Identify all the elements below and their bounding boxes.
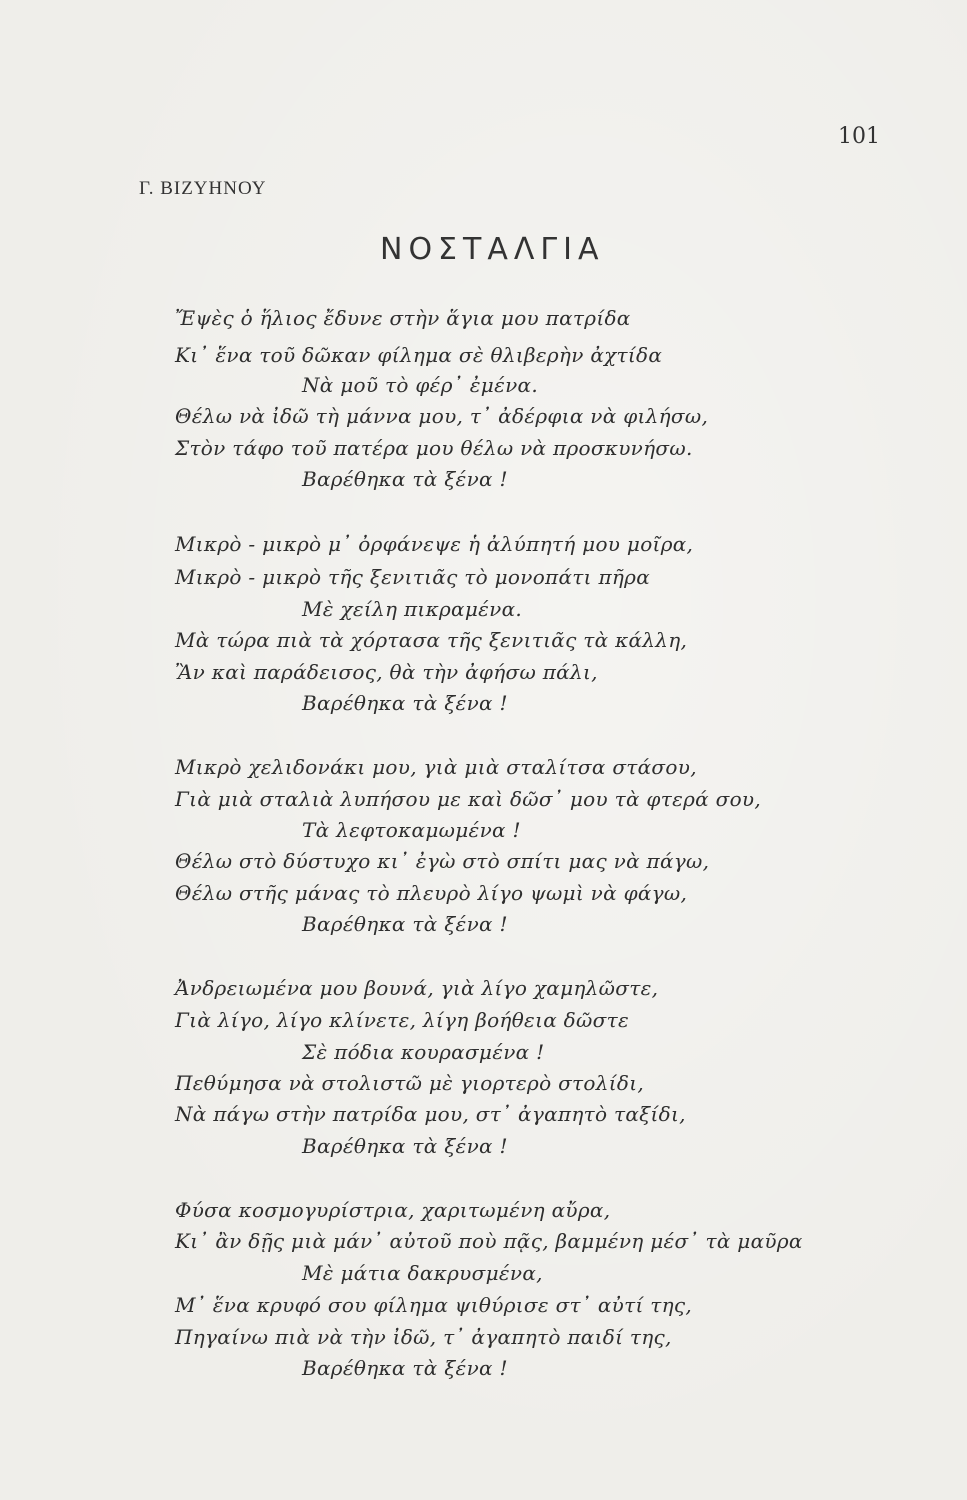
poem-line: Ἂν καὶ παράδεισος, θὰ τὴν ἀφήσω πάλι, — [175, 660, 598, 684]
poem-refrain-line: Βαρέθηκα τὰ ξένα ! — [302, 1356, 508, 1380]
poem-line: Κι᾿ ἂν δῇς μιὰ μάν᾿ αὐτοῦ ποὺ πᾷς, βαμμένη μέσ᾿ τὰ μαῦρα — [175, 1229, 803, 1253]
poem-line: Πηγαίνω πιὰ νὰ τὴν ἰδῶ, τ᾿ ἀγαπητὸ παιδί της, — [175, 1325, 672, 1349]
poem-title: ΝΟΣΤΑΛΓΙΑ — [380, 232, 605, 267]
poem-refrain-line: Νὰ μοῦ τὸ φέρ᾿ ἐμένα. — [302, 373, 539, 397]
poem-line: Μικρὸ - μικρὸ μ᾿ ὀρφάνεψε ἡ ἀλύπητή μου μοῖρα, — [175, 532, 694, 556]
poem-line: Θέλω νὰ ἰδῶ τὴ μάννα μου, τ᾿ ἀδέρφια νὰ φιλήσω, — [175, 404, 709, 428]
poem-line: Κι᾿ ἕνα τοῦ δῶκαν φίλημα σὲ θλιβερὴν ἀχτίδα — [175, 343, 663, 367]
poem-line: Μικρὸ - μικρὸ τῆς ξενιτιᾶς τὸ μονοπάτι πῆρα — [175, 565, 651, 589]
poem-line: Νὰ πάγω στὴν πατρίδα μου, στ᾿ ἀγαπητὸ ταξίδι, — [175, 1102, 686, 1126]
poem-refrain-line: Βαρέθηκα τὰ ξένα ! — [302, 1134, 508, 1158]
poem-line: Ἀνδρειωμένα μου βουνά, γιὰ λίγο χαμηλῶστε, — [175, 976, 659, 1000]
poem-refrain-line: Βαρέθηκα τὰ ξένα ! — [302, 467, 508, 491]
author-name: Γ. ΒΙΖΥΗΝΟΥ — [139, 178, 267, 199]
poem-line: Στὸν τάφο τοῦ πατέρα μου θέλω νὰ προσκυνήσω. — [175, 436, 693, 460]
poem-refrain-line: Μὲ χείλη πικραμένα. — [302, 597, 523, 621]
page-number: 101 — [838, 124, 880, 149]
poem-line: Θέλω στῆς μάνας τὸ πλευρὸ λίγο ψωμὶ νὰ φάγω, — [175, 881, 688, 905]
poem-line: Μικρὸ χελιδονάκι μου, γιὰ μιὰ σταλίτσα στάσου, — [175, 755, 697, 779]
poem-refrain-line: Βαρέθηκα τὰ ξένα ! — [302, 691, 508, 715]
poem-line: Θέλω στὸ δύστυχο κι᾿ ἐγὼ στὸ σπίτι μας νὰ πάγω, — [175, 849, 710, 873]
poem-refrain-line: Σὲ πόδια κουρασμένα ! — [302, 1040, 545, 1064]
poem-line: Μ᾿ ἕνα κρυφό σου φίλημα ψιθύρισε στ᾿ αὐτί της, — [175, 1293, 693, 1317]
poem-line: Μὰ τώρα πιὰ τὰ χόρτασα τῆς ξενιτιᾶς τὰ κάλλη, — [175, 628, 688, 652]
poem-line: Γιὰ λίγο, λίγο κλίνετε, λίγη βοήθεια δῶστε — [175, 1008, 629, 1032]
poem-line: Ἔψὲς ὁ ἥλιος ἔδυνε στὴν ἅγια μου πατρίδα — [175, 306, 631, 330]
poem-line: Γιὰ μιὰ σταλιὰ λυπήσου με καὶ δῶσ᾿ μου τὰ φτερά σου, — [175, 787, 762, 811]
poem-refrain-line: Τὰ λεφτοκαμωμένα ! — [302, 818, 521, 842]
poem-line: Πεθύμησα νὰ στολιστῶ μὲ γιορτερὸ στολίδι, — [175, 1071, 644, 1095]
poem-refrain-line: Μὲ μάτια δακρυσμένα, — [302, 1261, 543, 1285]
poem-refrain-line: Βαρέθηκα τὰ ξένα ! — [302, 912, 508, 936]
poem-line: Φύσα κοσμογυρίστρια, χαριτωμένη αὔρα, — [175, 1198, 611, 1222]
